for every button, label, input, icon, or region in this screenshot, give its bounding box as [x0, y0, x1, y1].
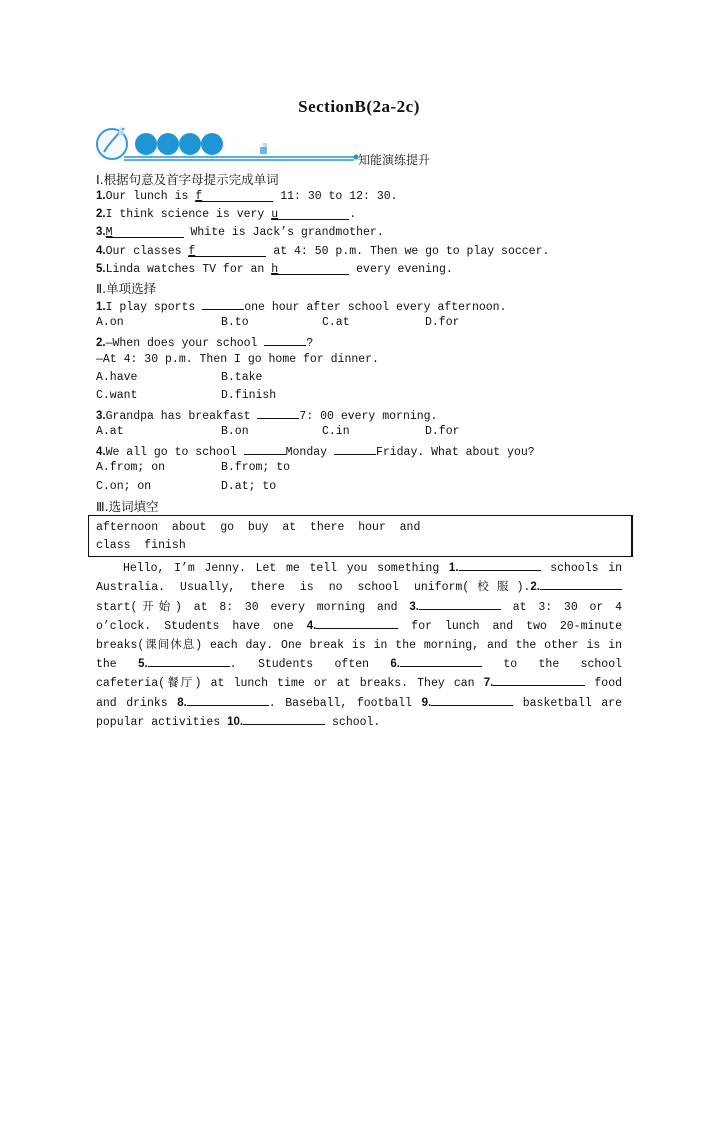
s2-q1-option-a[interactable]: A.on — [96, 316, 124, 329]
s2-q3-option-a[interactable]: A.at — [96, 425, 124, 438]
s1-blank-1[interactable]: f — [195, 190, 273, 202]
s1-item-4: 4.Our classes f at 4: 50 p.m. Then we go to play soccer. — [96, 245, 550, 258]
s1-blank-5[interactable]: h — [271, 263, 349, 275]
s2-question-3: 3.Grandpa has breakfast 7: 00 every morning. — [96, 407, 437, 424]
s2-q1-option-c[interactable]: C.at — [322, 316, 350, 329]
s2-q4-option-c[interactable]: C.on; on — [96, 480, 152, 493]
s1-item-1: 1.Our lunch is f 11: 30 to 12: 30. — [96, 190, 398, 203]
s2-q2-option-b[interactable]: B.take — [221, 371, 263, 384]
word-box-row-2: class finish — [96, 539, 186, 552]
p-blank-3[interactable] — [419, 598, 501, 610]
section3-heading: Ⅲ.选词填空 — [96, 499, 159, 514]
p-blank-1[interactable] — [459, 559, 541, 571]
p-blank-10[interactable] — [243, 713, 325, 725]
word-box-row-1: afternoon about go buy at there hour and — [96, 521, 421, 534]
p-blank-6[interactable] — [400, 655, 482, 667]
s2-q2-reply: —At 4: 30 p.m. Then I go home for dinner. — [96, 353, 379, 366]
passage — [96, 559, 622, 733]
s1-item-3: 3.M White is Jack’s grandmother. — [96, 226, 384, 239]
s2-q2-option-a[interactable]: A.have — [96, 371, 138, 384]
word-box — [88, 515, 633, 557]
p-blank-4[interactable] — [316, 617, 398, 629]
p-blank-2[interactable] — [540, 578, 622, 590]
passage-line-1: Hello, I’m Jenny. Let me tell you something 1. schools in — [96, 559, 622, 578]
s2-question-1: 1.I play sports one hour after school every afternoon. — [96, 298, 506, 315]
banner-dot-icon — [135, 133, 157, 155]
s2-q1-option-d[interactable]: D.for — [425, 316, 460, 329]
s2-q3-option-b[interactable]: B.on — [221, 425, 249, 438]
s2-q3-option-d[interactable]: D.for — [425, 425, 460, 438]
passage-line-9: popular activities 10. school. — [96, 713, 622, 732]
s1-blank-3[interactable]: M — [106, 226, 184, 238]
s2-q1-option-b[interactable]: B.to — [221, 316, 249, 329]
s2-blank-1[interactable] — [202, 298, 244, 310]
page-title: SectionB(2a-2c) — [298, 97, 420, 116]
p-blank-5[interactable] — [148, 655, 230, 667]
s2-q2-option-d[interactable]: D.finish — [221, 389, 277, 402]
section1-heading: Ⅰ.根据句意及首字母提示完成单词 — [96, 172, 279, 187]
s2-blank-4b[interactable] — [334, 443, 376, 455]
s2-blank-2[interactable] — [264, 334, 306, 346]
p-blank-8[interactable] — [187, 694, 269, 706]
banner-label: 知能演练提升 — [358, 153, 431, 167]
s2-q2-option-c[interactable]: C.want — [96, 389, 138, 402]
passage-line-8: and drinks 8. . Baseball, football 9. basketball are — [96, 694, 622, 713]
passage-line-3: start(开始) at 8: 30 every morning and 3. at 3: 30 or 4 — [96, 598, 622, 617]
p-blank-7[interactable] — [493, 674, 585, 686]
passage-line-7: cafeteria(餐厅) at lunch time or at breaks. They can 7. food — [96, 674, 622, 693]
passage-line-5: breaks(课间休息) each day. One break is in the morning, and the other is in — [96, 638, 622, 652]
passage-line-6: the 5. . Students often 6. to the school — [96, 655, 622, 674]
s2-question-2: 2.—When does your school ? — [96, 334, 313, 351]
s2-blank-3[interactable] — [257, 407, 299, 419]
s1-item-2: 2.I think science is very u . — [96, 208, 357, 221]
s2-q3-option-c[interactable]: C.in — [322, 425, 350, 438]
s2-question-4: 4.We all go to school Monday Friday. What about you? — [96, 443, 535, 460]
passage-line-4: o’clock. Students have one 4. for lunch and two 20-minute — [96, 617, 622, 636]
s2-q4-option-a[interactable]: A.from; on — [96, 461, 166, 474]
section2-heading: Ⅱ.单项选择 — [96, 281, 157, 296]
s1-blank-4[interactable]: f — [188, 245, 266, 257]
s2-q4-option-b[interactable]: B.from; to — [221, 461, 291, 474]
s1-item-5: 5.Linda watches TV for an h every evening. — [96, 263, 453, 276]
passage-line-2: Australia. Usually, there is no school uniform(校服).2. — [96, 578, 622, 597]
s2-q4-option-d[interactable]: D.at; to — [221, 480, 277, 493]
s2-blank-4a[interactable] — [244, 443, 286, 455]
s1-blank-2[interactable]: u — [271, 208, 349, 220]
p-blank-9[interactable] — [431, 694, 513, 706]
